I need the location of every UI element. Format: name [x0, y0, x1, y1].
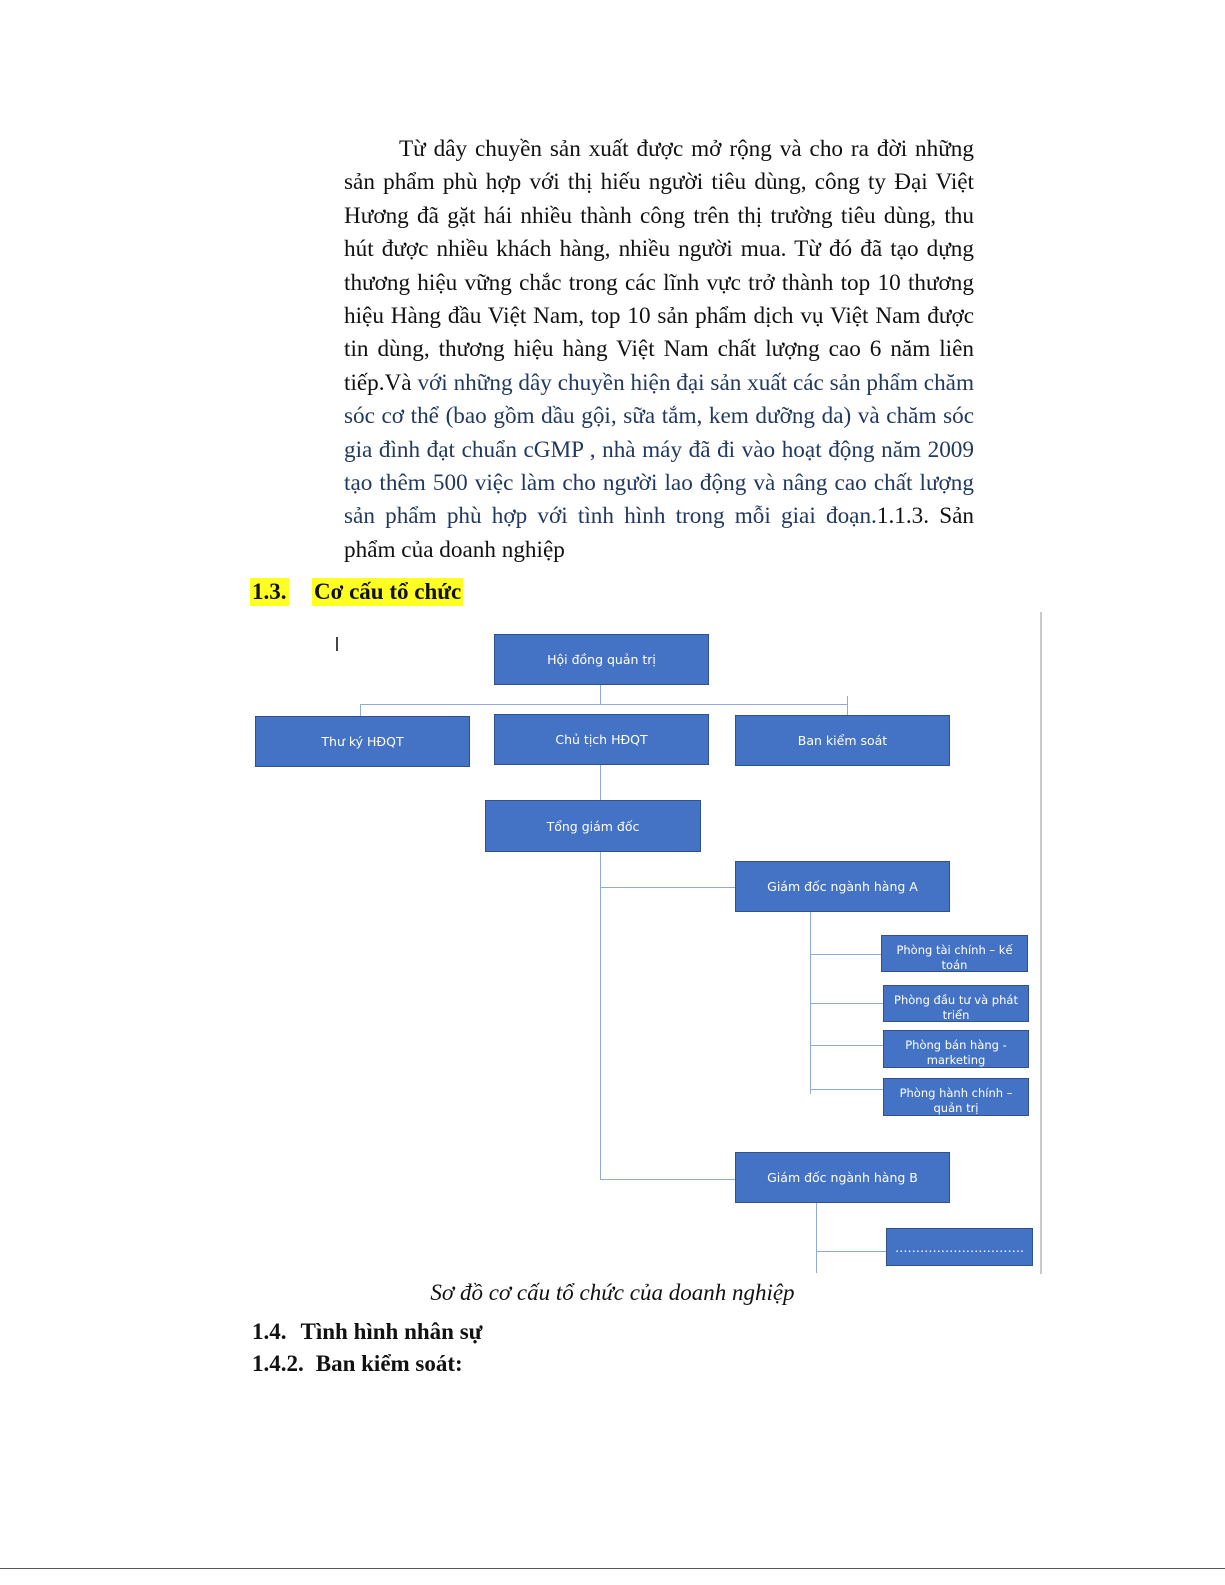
paragraph-part-2: với những dây chuyền hiện đại sản xuất các sản phẩm chăm sóc cơ thể (bao gồm dầu gội, sữa tắm, kem dưỡng da) và chăm sóc gia đình đạt chuẩn cGMP , nhà máy đã đi vào hoạt động năm 2009 tạo thêm 500 việc làm cho người lao động và nâng cao chất lượng sản phẩm phù hợp với tình hình trong mỗi giai đoạn. [344, 369, 974, 530]
org-box-board: Hội đồng quản trị [494, 634, 709, 685]
org-box-chairman: Chủ tịch HĐQT [494, 714, 709, 765]
org-box-placeholder: …………………………. [886, 1228, 1033, 1266]
connector-line [360, 704, 848, 705]
connector-line [810, 954, 882, 955]
connector-line [810, 1045, 884, 1046]
section-number: 1.4. [252, 1319, 287, 1344]
connector-line [600, 765, 601, 801]
section-number: 1.3. [252, 579, 287, 604]
connector-line [600, 684, 601, 705]
section-number: 1.4.2. [252, 1351, 304, 1376]
org-box-ceo: Tổng giám đốc [485, 800, 701, 852]
section-heading-1-4-2 [252, 1350, 463, 1378]
connector-line [816, 1251, 887, 1252]
org-box-director-a: Giám đốc ngành hàng A [735, 861, 950, 912]
text-cursor [336, 637, 338, 651]
section-heading-1-4 [252, 1318, 482, 1346]
section-title: Cơ cấu tổ chức [314, 579, 462, 604]
org-box-supervisory: Ban kiểm soát [735, 715, 950, 766]
org-box-dept-sales: Phòng bán hàng - marketing [883, 1030, 1029, 1068]
connector-line [816, 1203, 817, 1273]
body-paragraph [344, 133, 974, 567]
connector-line [600, 887, 736, 888]
org-box-director-b: Giám đốc ngành hàng B [735, 1152, 950, 1203]
paragraph-part-1: Từ dây chuyền sản xuất được mở rộng và cho ra đời những sản phẩm phù hợp với thị hiếu người tiêu dùng, công ty Đại Việt Hương đã gặt hái nhiều thành công trên thị trường tiêu dùng, thu hút được nhiều khách hàng, nhiều người mua. Từ đó đã tạo dựng thương hiệu vững chắc trong các lĩnh vực trở thành top 10 thương hiệu Hàng đầu Việt Nam, top 10 sản phẩm dịch vụ Việt Nam được tin dùng, thương hiệu hàng Việt Nam chất lượng cao 6 năm liên tiếp.Và [344, 136, 974, 396]
connector-line [600, 1179, 736, 1180]
paragraph-part-3: 1.1.3. Sản phẩm của doanh nghiệp [344, 503, 975, 563]
connector-line [810, 1089, 884, 1090]
connector-line [600, 852, 601, 1180]
org-box-dept-finance: Phòng tài chính – kế toán [881, 935, 1028, 972]
org-box-dept-investment: Phòng đầu tư và phát triển [883, 985, 1029, 1022]
section-title: Ban kiểm soát: [315, 1351, 463, 1376]
connector-line [810, 1003, 884, 1004]
section-title: Tình hình nhân sự [300, 1319, 483, 1344]
chart-caption: Sơ đồ cơ cấu tổ chức của doanh nghiệp [430, 1280, 795, 1305]
org-box-dept-admin: Phòng hành chính – quản trị [883, 1078, 1029, 1116]
org-box-secretary: Thư ký HĐQT [255, 716, 470, 767]
connector-line [847, 696, 848, 716]
page-bottom-rule [0, 1568, 1225, 1569]
